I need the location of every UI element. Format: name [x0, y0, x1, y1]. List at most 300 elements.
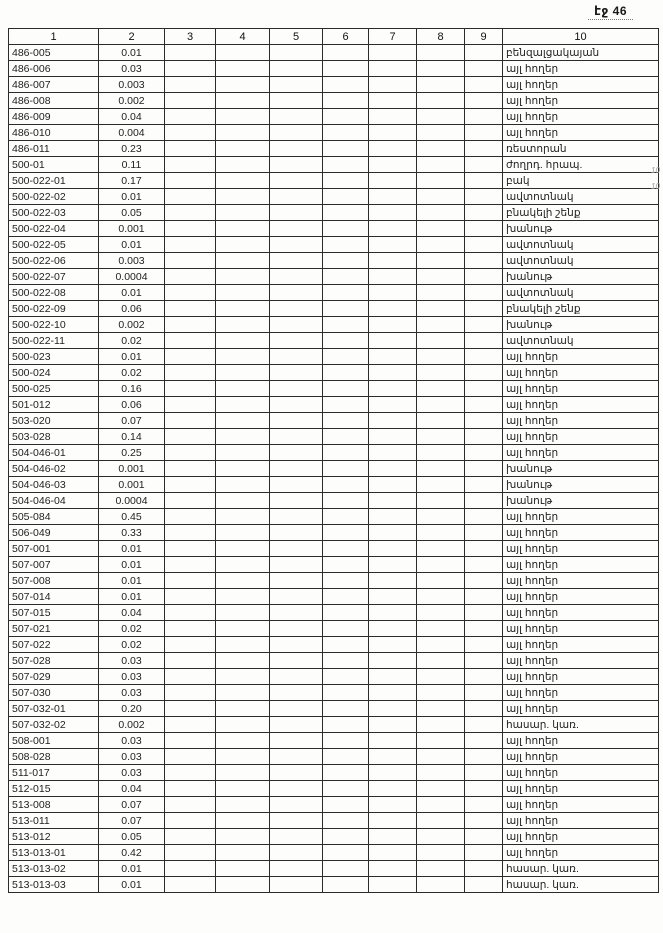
area-value-cell: 0.25 — [99, 445, 165, 461]
empty-cell — [216, 461, 270, 477]
land-use-cell: ավտոտնակ — [503, 333, 659, 349]
code-cell: 506-049 — [9, 525, 99, 541]
area-value-cell: 0.03 — [99, 669, 165, 685]
code-cell: 486-006 — [9, 61, 99, 77]
empty-cell — [417, 797, 465, 813]
land-use-cell: այլ հողեր — [503, 621, 659, 637]
empty-cell — [165, 205, 216, 221]
empty-cell — [417, 141, 465, 157]
empty-cell — [369, 685, 417, 701]
empty-cell — [465, 285, 503, 301]
empty-cell — [369, 589, 417, 605]
land-use-cell: այլ հողեր — [503, 589, 659, 605]
table-row — [9, 845, 659, 861]
empty-cell — [417, 477, 465, 493]
empty-cell — [417, 205, 465, 221]
code-cell: 508-028 — [9, 749, 99, 765]
empty-cell — [369, 541, 417, 557]
empty-cell — [369, 397, 417, 413]
empty-cell — [270, 173, 323, 189]
empty-cell — [323, 173, 369, 189]
empty-cell — [369, 173, 417, 189]
empty-cell — [216, 781, 270, 797]
empty-cell — [369, 61, 417, 77]
code-cell: 513-012 — [9, 829, 99, 845]
empty-cell — [165, 413, 216, 429]
empty-cell — [216, 813, 270, 829]
empty-cell — [165, 717, 216, 733]
empty-cell — [323, 477, 369, 493]
empty-cell — [417, 269, 465, 285]
empty-cell — [465, 717, 503, 733]
empty-cell — [216, 397, 270, 413]
empty-cell — [369, 829, 417, 845]
land-use-cell: ավտոտնակ — [503, 237, 659, 253]
table-row — [9, 877, 659, 893]
empty-cell — [323, 301, 369, 317]
empty-cell — [165, 621, 216, 637]
table-row — [9, 429, 659, 445]
table-row — [9, 333, 659, 349]
table-row — [9, 637, 659, 653]
empty-cell — [165, 509, 216, 525]
empty-cell — [417, 541, 465, 557]
land-use-cell: հասար. կառ. — [503, 877, 659, 893]
empty-cell — [369, 429, 417, 445]
empty-cell — [417, 637, 465, 653]
empty-cell — [417, 605, 465, 621]
code-cell: 507-008 — [9, 573, 99, 589]
area-value-cell: 0.003 — [99, 77, 165, 93]
empty-cell — [216, 749, 270, 765]
table-row — [9, 253, 659, 269]
empty-cell — [165, 109, 216, 125]
empty-cell — [465, 237, 503, 253]
empty-cell — [465, 413, 503, 429]
empty-cell — [323, 669, 369, 685]
empty-cell — [323, 829, 369, 845]
empty-cell — [369, 525, 417, 541]
code-cell: 500-022-10 — [9, 317, 99, 333]
table-body — [9, 45, 659, 893]
empty-cell — [465, 445, 503, 461]
empty-cell — [465, 333, 503, 349]
empty-cell — [165, 157, 216, 173]
empty-cell — [270, 205, 323, 221]
land-use-cell: բնակելի շենք — [503, 205, 659, 221]
table-row — [9, 589, 659, 605]
empty-cell — [369, 77, 417, 93]
land-use-cell: այլ հողեր — [503, 781, 659, 797]
code-cell: 504-046-02 — [9, 461, 99, 477]
empty-cell — [216, 797, 270, 813]
empty-cell — [417, 877, 465, 893]
land-use-cell: այլ հողեր — [503, 749, 659, 765]
empty-cell — [417, 781, 465, 797]
area-value-cell: 0.01 — [99, 285, 165, 301]
empty-cell — [417, 461, 465, 477]
empty-cell — [270, 141, 323, 157]
empty-cell — [165, 141, 216, 157]
land-use-cell: ավտոտնակ — [503, 253, 659, 269]
code-cell: 504-046-04 — [9, 493, 99, 509]
empty-cell — [270, 653, 323, 669]
empty-cell — [465, 253, 503, 269]
empty-cell — [165, 813, 216, 829]
table-row — [9, 573, 659, 589]
column-header-5: 5 — [270, 29, 323, 45]
code-cell: 512-015 — [9, 781, 99, 797]
empty-cell — [216, 205, 270, 221]
empty-cell — [216, 285, 270, 301]
empty-cell — [216, 61, 270, 77]
empty-cell — [165, 685, 216, 701]
land-use-cell: այլ հողեր — [503, 93, 659, 109]
empty-cell — [323, 253, 369, 269]
code-cell: 500-022-11 — [9, 333, 99, 349]
code-cell: 500-022-01 — [9, 173, 99, 189]
empty-cell — [216, 109, 270, 125]
empty-cell — [270, 237, 323, 253]
area-value-cell: 0.001 — [99, 461, 165, 477]
code-cell: 486-007 — [9, 77, 99, 93]
empty-cell — [165, 253, 216, 269]
code-cell: 508-001 — [9, 733, 99, 749]
margin-annotation: 10 — [651, 182, 660, 192]
empty-cell — [165, 125, 216, 141]
empty-cell — [369, 413, 417, 429]
area-value-cell: 0.04 — [99, 781, 165, 797]
empty-cell — [270, 269, 323, 285]
empty-cell — [270, 749, 323, 765]
area-value-cell: 0.02 — [99, 365, 165, 381]
empty-cell — [369, 317, 417, 333]
land-use-cell: հասար. կառ. — [503, 717, 659, 733]
empty-cell — [323, 701, 369, 717]
land-use-cell: այլ հողեր — [503, 61, 659, 77]
empty-cell — [216, 717, 270, 733]
empty-cell — [417, 317, 465, 333]
empty-cell — [465, 93, 503, 109]
empty-cell — [465, 477, 503, 493]
land-use-cell: այլ հողեր — [503, 397, 659, 413]
empty-cell — [465, 221, 503, 237]
empty-cell — [323, 205, 369, 221]
empty-cell — [270, 573, 323, 589]
empty-cell — [216, 429, 270, 445]
empty-cell — [417, 365, 465, 381]
empty-cell — [165, 781, 216, 797]
table-row — [9, 525, 659, 541]
empty-cell — [270, 77, 323, 93]
code-cell: 507-001 — [9, 541, 99, 557]
empty-cell — [270, 765, 323, 781]
empty-cell — [165, 381, 216, 397]
area-value-cell: 0.01 — [99, 573, 165, 589]
table-row — [9, 717, 659, 733]
code-cell: 507-030 — [9, 685, 99, 701]
land-use-cell: այլ հողեր — [503, 605, 659, 621]
empty-cell — [417, 589, 465, 605]
empty-cell — [417, 845, 465, 861]
code-cell: 500-022-08 — [9, 285, 99, 301]
empty-cell — [216, 445, 270, 461]
empty-cell — [465, 125, 503, 141]
empty-cell — [323, 445, 369, 461]
area-value-cell: 0.04 — [99, 109, 165, 125]
empty-cell — [369, 573, 417, 589]
code-cell: 500-022-05 — [9, 237, 99, 253]
empty-cell — [417, 173, 465, 189]
empty-cell — [216, 45, 270, 61]
empty-cell — [417, 493, 465, 509]
empty-cell — [369, 253, 417, 269]
empty-cell — [323, 685, 369, 701]
area-value-cell: 0.33 — [99, 525, 165, 541]
empty-cell — [465, 621, 503, 637]
area-value-cell: 0.01 — [99, 189, 165, 205]
empty-cell — [270, 621, 323, 637]
area-value-cell: 0.02 — [99, 637, 165, 653]
area-value-cell: 0.0004 — [99, 269, 165, 285]
empty-cell — [417, 189, 465, 205]
code-cell: 507-022 — [9, 637, 99, 653]
table-row — [9, 221, 659, 237]
code-cell: 503-028 — [9, 429, 99, 445]
empty-cell — [369, 205, 417, 221]
empty-cell — [216, 493, 270, 509]
empty-cell — [465, 205, 503, 221]
empty-cell — [165, 653, 216, 669]
empty-cell — [369, 445, 417, 461]
empty-cell — [270, 861, 323, 877]
code-cell: 513-008 — [9, 797, 99, 813]
empty-cell — [323, 413, 369, 429]
empty-cell — [417, 813, 465, 829]
empty-cell — [165, 445, 216, 461]
land-use-cell: այլ հողեր — [503, 669, 659, 685]
table-row — [9, 605, 659, 621]
empty-cell — [465, 173, 503, 189]
empty-cell — [216, 381, 270, 397]
empty-cell — [165, 541, 216, 557]
empty-cell — [270, 637, 323, 653]
table-row — [9, 365, 659, 381]
empty-cell — [417, 109, 465, 125]
empty-cell — [270, 333, 323, 349]
empty-cell — [216, 477, 270, 493]
empty-cell — [417, 557, 465, 573]
empty-cell — [270, 541, 323, 557]
area-value-cell: 0.16 — [99, 381, 165, 397]
empty-cell — [369, 109, 417, 125]
empty-cell — [417, 221, 465, 237]
empty-cell — [417, 125, 465, 141]
land-use-cell: բակ — [503, 173, 659, 189]
land-use-cell: այլ հողեր — [503, 813, 659, 829]
empty-cell — [216, 669, 270, 685]
empty-cell — [369, 493, 417, 509]
area-value-cell: 0.01 — [99, 557, 165, 573]
area-value-cell: 0.004 — [99, 125, 165, 141]
empty-cell — [417, 253, 465, 269]
table-row — [9, 701, 659, 717]
empty-cell — [216, 685, 270, 701]
land-parcels-table — [8, 28, 659, 893]
empty-cell — [216, 621, 270, 637]
table-header-row — [9, 29, 659, 45]
empty-cell — [465, 365, 503, 381]
area-value-cell: 0.20 — [99, 701, 165, 717]
empty-cell — [323, 573, 369, 589]
empty-cell — [165, 829, 216, 845]
empty-cell — [270, 125, 323, 141]
empty-cell — [323, 781, 369, 797]
area-value-cell: 0.07 — [99, 813, 165, 829]
empty-cell — [270, 397, 323, 413]
empty-cell — [465, 861, 503, 877]
empty-cell — [165, 349, 216, 365]
empty-cell — [165, 269, 216, 285]
table-row — [9, 157, 659, 173]
table-row — [9, 493, 659, 509]
empty-cell — [270, 413, 323, 429]
empty-cell — [216, 733, 270, 749]
empty-cell — [270, 445, 323, 461]
empty-cell — [369, 701, 417, 717]
empty-cell — [323, 93, 369, 109]
table-row — [9, 45, 659, 61]
empty-cell — [216, 333, 270, 349]
table-row — [9, 77, 659, 93]
empty-cell — [369, 157, 417, 173]
code-cell: 507-028 — [9, 653, 99, 669]
code-cell: 511-017 — [9, 765, 99, 781]
table-row — [9, 765, 659, 781]
empty-cell — [465, 493, 503, 509]
area-value-cell: 0.01 — [99, 45, 165, 61]
empty-cell — [323, 749, 369, 765]
empty-cell — [216, 829, 270, 845]
empty-cell — [323, 125, 369, 141]
area-value-cell: 0.45 — [99, 509, 165, 525]
empty-cell — [417, 237, 465, 253]
code-cell: 500-023 — [9, 349, 99, 365]
empty-cell — [165, 461, 216, 477]
code-cell: 504-046-03 — [9, 477, 99, 493]
empty-cell — [270, 157, 323, 173]
empty-cell — [216, 525, 270, 541]
land-use-cell: այլ հողեր — [503, 125, 659, 141]
empty-cell — [465, 77, 503, 93]
empty-cell — [417, 525, 465, 541]
table-row — [9, 109, 659, 125]
code-cell: 503-020 — [9, 413, 99, 429]
area-value-cell: 0.01 — [99, 541, 165, 557]
empty-cell — [369, 733, 417, 749]
land-use-cell: այլ հողեր — [503, 541, 659, 557]
table-row — [9, 509, 659, 525]
empty-cell — [165, 221, 216, 237]
area-value-cell: 0.17 — [99, 173, 165, 189]
table-row — [9, 349, 659, 365]
code-cell: 507-007 — [9, 557, 99, 573]
empty-cell — [369, 749, 417, 765]
area-value-cell: 0.03 — [99, 61, 165, 77]
code-cell: 500-022-02 — [9, 189, 99, 205]
area-value-cell: 0.002 — [99, 317, 165, 333]
table-row — [9, 269, 659, 285]
empty-cell — [465, 557, 503, 573]
empty-cell — [270, 829, 323, 845]
empty-cell — [165, 525, 216, 541]
area-value-cell: 0.01 — [99, 237, 165, 253]
empty-cell — [465, 189, 503, 205]
table-row — [9, 301, 659, 317]
empty-cell — [165, 429, 216, 445]
empty-cell — [165, 285, 216, 301]
empty-cell — [465, 685, 503, 701]
table-row — [9, 461, 659, 477]
area-value-cell: 0.02 — [99, 621, 165, 637]
empty-cell — [369, 877, 417, 893]
table-row — [9, 621, 659, 637]
empty-cell — [270, 701, 323, 717]
empty-cell — [369, 509, 417, 525]
empty-cell — [323, 109, 369, 125]
empty-cell — [465, 397, 503, 413]
code-cell: 513-013-02 — [9, 861, 99, 877]
empty-cell — [323, 45, 369, 61]
empty-cell — [465, 45, 503, 61]
column-header-10: 10 — [503, 29, 659, 45]
empty-cell — [465, 877, 503, 893]
empty-cell — [323, 861, 369, 877]
empty-cell — [323, 589, 369, 605]
empty-cell — [323, 717, 369, 733]
empty-cell — [323, 765, 369, 781]
empty-cell — [369, 365, 417, 381]
empty-cell — [270, 221, 323, 237]
empty-cell — [323, 333, 369, 349]
empty-cell — [417, 381, 465, 397]
empty-cell — [323, 733, 369, 749]
empty-cell — [465, 461, 503, 477]
empty-cell — [270, 381, 323, 397]
empty-cell — [165, 669, 216, 685]
empty-cell — [270, 717, 323, 733]
empty-cell — [417, 685, 465, 701]
land-use-cell: ռեստորան — [503, 141, 659, 157]
area-value-cell: 0.02 — [99, 333, 165, 349]
column-header-6: 6 — [323, 29, 369, 45]
empty-cell — [323, 637, 369, 653]
empty-cell — [216, 845, 270, 861]
empty-cell — [465, 781, 503, 797]
empty-cell — [369, 93, 417, 109]
area-value-cell: 0.002 — [99, 717, 165, 733]
empty-cell — [369, 797, 417, 813]
empty-cell — [270, 685, 323, 701]
empty-cell — [465, 141, 503, 157]
code-cell: 513-013-01 — [9, 845, 99, 861]
empty-cell — [465, 381, 503, 397]
empty-cell — [323, 381, 369, 397]
empty-cell — [270, 477, 323, 493]
empty-cell — [465, 589, 503, 605]
code-cell: 486-010 — [9, 125, 99, 141]
empty-cell — [216, 701, 270, 717]
